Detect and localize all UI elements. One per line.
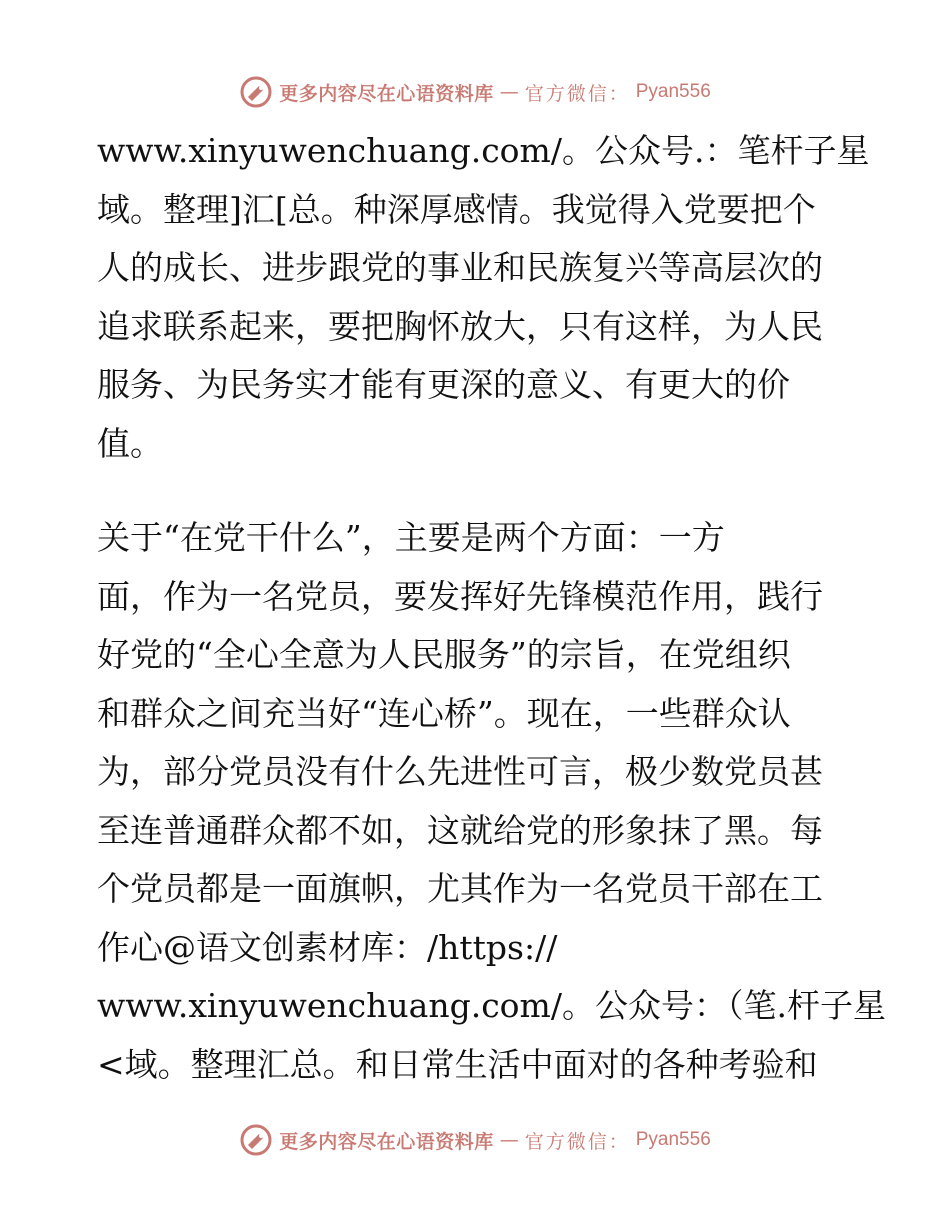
text-line: 服务、为民务实才能有更深的意义、有更大的价 [97,365,790,404]
text-line: www.xinyuwenchuang.com/。公众号：（笔.杆子星 [97,986,886,1025]
paragraph-1 [97,122,870,473]
banner-wechat-id: Pyan556 [635,1129,711,1150]
text-line: 为，部分党员没有什么先进性可言，极少数党员甚 [97,752,823,791]
banner-wechat-id: Pyan556 [635,81,711,102]
brand-logo-icon [239,1123,273,1157]
text-line: 好党的“全心全意为人民服务”的宗旨，在党组织 [97,635,791,674]
text-line: 域。整理]汇[总。种深厚感情。我觉得入党要把个 [97,189,816,229]
header-watermark [0,72,950,112]
brand-logo-icon [239,75,273,109]
text-line: 作心@语文创素材库：/https:// [97,927,558,967]
paragraph-2 [97,509,886,1094]
text-line: 人的成长、进步跟党的事业和民族复兴等高层次的 [97,248,823,287]
text-line: 和群众之间充当好“连心桥”。现在，一些群众认 [97,693,791,733]
text-line: 至连普通群众都不如，这就给党的形象抹了黑。每 [97,810,823,850]
text-line: 面，作为一名党员，要发挥好先锋模范作用，践行 [97,576,823,616]
footer-watermark [0,1120,950,1160]
banner-main-text: 更多内容尽在心语资料库 [279,1130,494,1153]
document-body [97,122,886,1094]
text-line: 个党员都是一面旗帜，尤其作为一名党员干部在工 [97,869,823,908]
banner-wechat-label: 官方微信： [524,1130,630,1153]
text-line: www.xinyuwenchuang.com/。公众号.：笔杆子星 [97,131,870,170]
text-line: <域。整理汇总。和日常生活中面对的各种考验和 [97,1044,818,1084]
footer-watermark-inner [239,1123,711,1157]
paragraph-gap [97,473,857,509]
banner-wechat-label: 官方微信： [524,82,630,105]
text-line: 值。 [97,423,163,463]
text-line: 追求联系起来，要把胸怀放大，只有这样，为人民 [97,306,823,346]
banner-separator: — [499,1129,519,1151]
banner-main-text: 更多内容尽在心语资料库 [279,82,494,105]
header-watermark-inner [239,75,711,109]
banner-separator: — [499,81,519,103]
text-line: 关于“在党干什么”，主要是两个方面：一方 [97,518,725,557]
